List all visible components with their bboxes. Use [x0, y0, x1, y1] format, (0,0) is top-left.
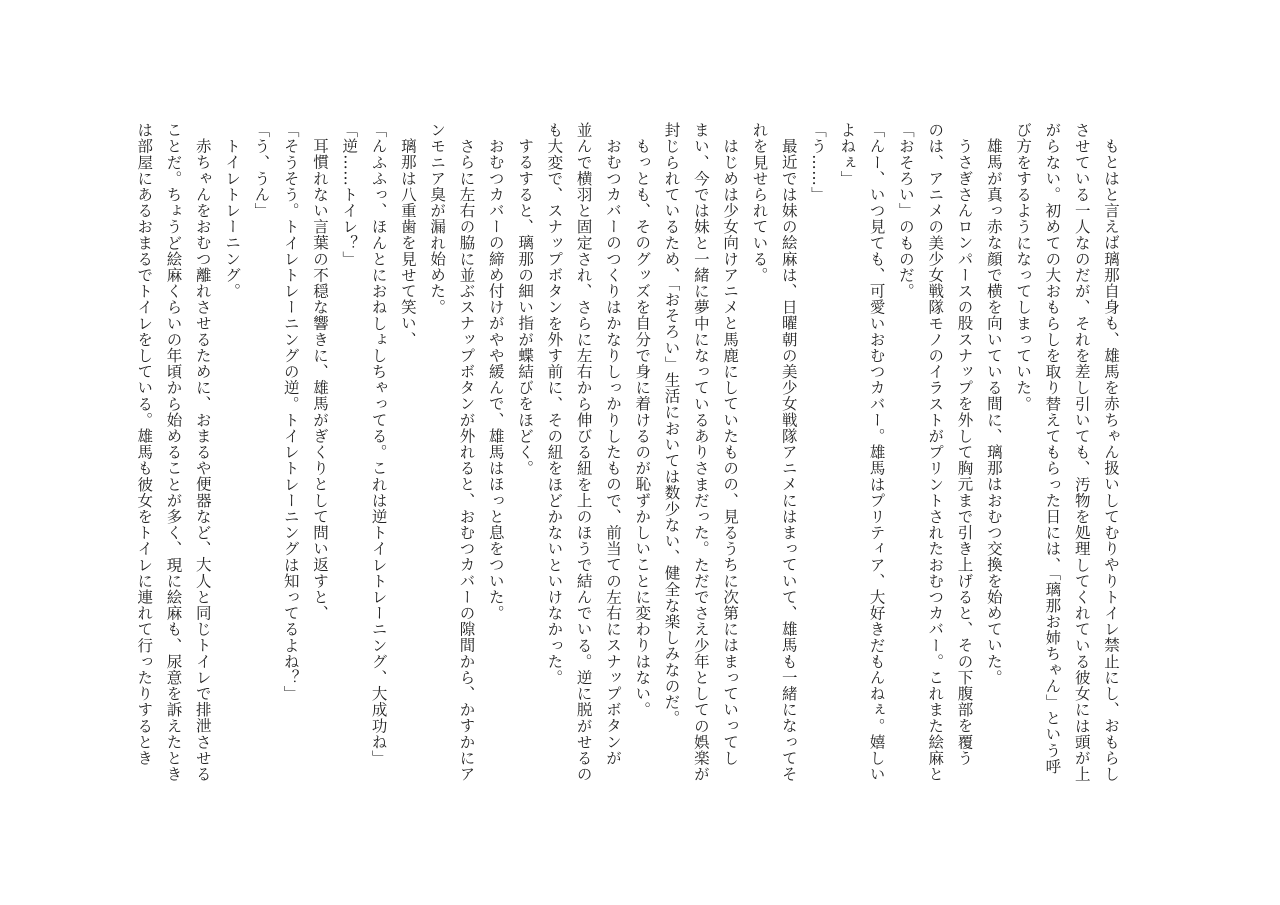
vertical-text-body [129, 122, 1125, 782]
text-line: 並んで横羽と固定され、さらに左右から伸びる紐を上のほうで結んでいる。逆に脱がせるの [574, 122, 593, 783]
text-line: はじめは少女向けアニメと馬鹿にしていたものの、見るうちに次第にはまっていってし [721, 137, 740, 766]
text-line: さらに左右の脇に並ぶスナップボタンが外れると、おむつカバーの隙間から、かすかにア [457, 137, 476, 782]
text-line: び方をするようになってしまっていた。 [1014, 122, 1033, 412]
text-line: するすると、璃那の細い指が蝶結びをほどく。 [516, 137, 535, 476]
text-line: 「う、うん」 [252, 122, 271, 219]
text-line: まい、今では妹と一緒に夢中になっているありさまだった。ただでさえ少年としての娯楽が [691, 122, 710, 783]
text-line: おむつカバーのつくりはかなりしっかりしたもので、前当ての左右にスナップボタンが [603, 137, 622, 766]
text-line: よねぇ」 [838, 122, 857, 187]
text-line: トイレトレーニング。 [223, 137, 242, 299]
text-line: 耳慣れない言葉の不穏な響きに、雄馬がぎくりとして問い返すと、 [310, 137, 329, 621]
text-line: れを見せられている。 [750, 122, 769, 283]
text-line: 「そうそう。トイレトレーニングの逆。トイレトレーニングは知ってるよね？」 [281, 122, 300, 702]
text-line: 「逆……トイレ？」 [340, 122, 359, 267]
text-line: おむつカバーの締め付けがやや緩んで、雄馬はほっと息をついた。 [486, 137, 505, 621]
text-line: もとはと言えば璃那自身も、雄馬を赤ちゃん扱いしてむりやりトイレ禁止にし、おもらし [1102, 137, 1120, 782]
text-line: うさぎさんロンパースの股スナップを外して胸元まで引き上げると、その下腹部を覆う [955, 137, 974, 766]
text-line: 璃那は八重歯を見せて笑い、 [398, 137, 417, 347]
text-line: 雄馬が真っ赤な顔で横を向いている間に、璃那はおむつ交換を始めていた。 [984, 137, 1003, 685]
text-line: 「う……」 [809, 122, 828, 203]
text-line: させている一人なのだが、それを差し引いても、汚物を処理してくれている彼女には頭が上 [1072, 122, 1091, 783]
text-line: もっとも、そのグッズを自分で身に着けるのが恥ずかしいことに変わりはない。 [633, 137, 652, 718]
text-line: ンモニア臭が漏れ始めた。 [428, 122, 447, 316]
text-line: も大変で、スナップボタンを外す前に、その紐をほどかないといけなかった。 [545, 122, 564, 686]
text-line: 最近では妹の絵麻は、日曜朝の美少女戦隊アニメにはまっていて、雄馬も一緒になってそ [779, 137, 798, 782]
text-line: 封じられているため、「おそろい」生活においては数少ない、健全な楽しみなのだ。 [662, 122, 681, 727]
text-line: ことだ。ちょうど絵麻くらいの年頃から始めることが多く、現に絵麻も、尿意を訴えたとき [164, 122, 183, 783]
text-line: 「んー、いつ見ても、可愛いおむつカバー。雄馬はプリティア、大好きだもんねぇ。嬉しい [867, 122, 886, 783]
text-line: 赤ちゃんをおむつ離れさせるために、おまるや便器など、大人と同じトイレで排泄させる [193, 137, 212, 782]
text-line: のは、アニメの美少女戦隊モノのイラストがプリントされたおむつカバー。これまた絵麻と [926, 122, 945, 783]
text-line: 「おそろい」のものだ。 [896, 122, 915, 300]
text-line: がらない。初めての大おもらしを取り替えてもらった日には、「璃那お姉ちゃん」という呼 [1043, 122, 1062, 775]
text-line: は部屋にあるおまるでトイレをしている。雄馬も彼女をトイレに連れて行ったりするとき [135, 122, 154, 766]
text-line: 「んふふっ、ほんとにおねしょしちゃってる。これは逆トイレトレーニング、大成功ね」 [369, 122, 388, 766]
